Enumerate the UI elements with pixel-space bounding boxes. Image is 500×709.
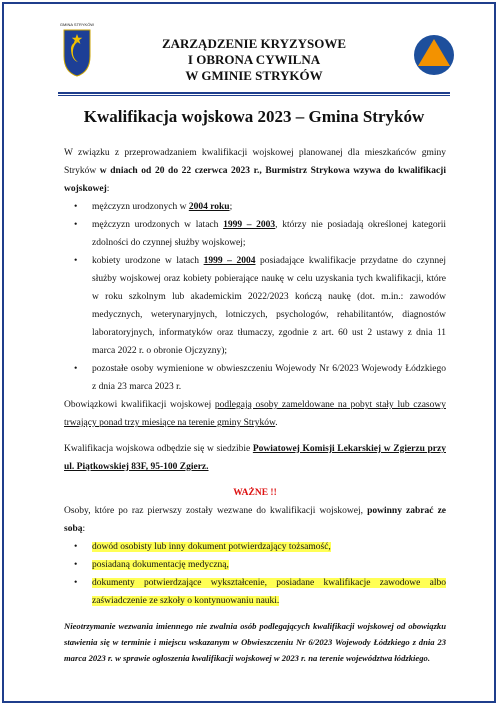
organization-title: ZARZĄDZENIE KRYZYSOWE I OBRONA CYWILNA W GMINIE STRYKÓW [161,36,347,83]
header-divider-thin [58,95,450,96]
legal-note: Nieotrzymanie wezwania imiennego nie zwalnia osób podlegających kwalifikacji wojskowej od obowiązku stawienia się w terminie i miejscu wskazanym w Obwieszczeniu Nr 6/2023 Wojewody Łódzkiego z dnia 23 marca 2023 r. w sprawie ogłoszenia kwalifikacji wojskowej w 2023 r. na terenie województwa łódzkiego. [64,621,446,663]
civil-defense-logo-icon [413,34,455,76]
list-item: • pozostałe osoby wymienione w obwieszczeniu Wojewody Nr 6/2023 Wojewody Łódzkiego z dnia 23 marca 2023 r. [74,364,446,392]
document-body [64,144,446,666]
list-item: • mężczyzn urodzonych w latach 1999 – 2003, którzy nie posiadają określonej kategorii zdolności do czynnej służby wojskowej; [74,220,447,248]
list-item: • posiadaną dokumentację medyczną, [74,560,229,570]
document-page [2,2,496,703]
required-documents-list [64,538,446,610]
list-item: • dokumenty potwierdzające wykształcenie, posiadane kwalifikacje zawodowe albo zaświadczenie ze szkoły o kontynuowaniu nauki. [74,578,446,606]
page-title: Kwalifikacja wojskowa 2023 – Gmina Stryków [83,107,425,126]
eligible-groups-list [64,198,446,396]
list-item: • dowód osobisty lub inny dokument potwierdzający tożsamość, [74,542,331,552]
intro-paragraph: W związku z przeprowadzaniem kwalifikacji wojskowej planowanej dla mieszkańców gminy Stryków w dniach od 20 do 22 czerwca 2023 r., Burmistrz Strykowa wzywa do kwalifikacji wojskowej: [64,148,446,194]
list-item: • mężczyzn urodzonych w 2004 roku; [74,202,233,212]
crest-label: GMINA STRYKÓW [59,22,95,27]
required-items-paragraph: Osoby, które po raz pierwszy zostały wezwane do kwalifikacji wojskowej, powinny zabrać ze sobą: [64,506,447,534]
obligation-paragraph: Obowiązkowi kwalifikacji wojskowej podlegają osoby zameldowane na pobyt stały lub czasowy trwający ponad trzy miesiące na terenie gminy Stryków. [64,400,446,428]
list-item: • kobiety urodzone w latach 1999 – 2004 posiadające kwalifikacje przydatne do czynnej służby wojskowej oraz kobiety pobierające naukę w celu uzyskania tych kwalifikacji, które w roku szkolnym lub akademickim 2022/2023 kończą naukę (dot. m.in.: zawodów medycznych, weterynaryjnych, lotniczych, psychologów, rehabilitantów, diagnostów laboratoryjnych, informatyków oraz tłumaczy, zgodnie z art. 60 ust 2 ustawy z dnia 11 marca 2022 r. o obronie Ojczyzny); [74,256,447,356]
header-divider [58,92,450,94]
important-heading: WAŻNE !! [233,488,277,498]
location-paragraph: Kwalifikacja wojskowa odbędzie się w siedzibie Powiatowej Komisji Lekarskiej w Zgierzu przy ul. Piątkowskiej 83F, 95-100 Zgierz. [64,444,446,472]
coat-of-arms-icon [62,26,92,78]
